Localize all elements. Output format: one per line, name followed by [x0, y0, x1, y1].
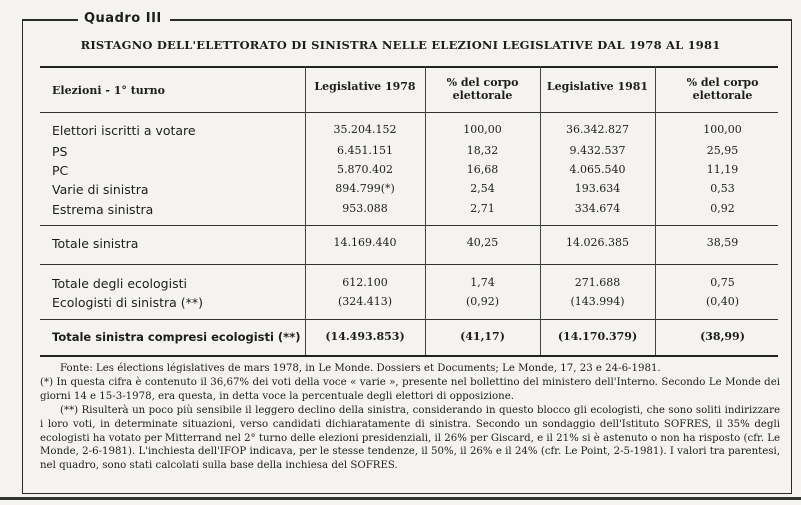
header-elezioni: Elezioni - 1° turno: [52, 84, 165, 97]
rule-table-bottom: [40, 355, 778, 357]
header-pct-1981-b: elettorale: [692, 89, 753, 102]
row-label: Varie di sinistra: [52, 182, 149, 197]
page-bottom-rule: [0, 497, 801, 500]
row-label: Ecologisti di sinistra (**): [52, 295, 204, 310]
rule-header-bottom: [40, 112, 778, 113]
header-pct-1978-a: % del corpo: [446, 76, 519, 89]
table-label: Quadro III: [84, 11, 162, 26]
row-label: PC: [52, 163, 69, 178]
cell-votes-1978: 953.088: [342, 202, 388, 215]
cell-pct-1981: 0,53: [710, 182, 735, 195]
cell-pct-1978: (41,17): [460, 330, 505, 343]
header-pct-1978-b: elettorale: [452, 89, 513, 102]
cell-pct-1978: 40,25: [466, 236, 499, 249]
cell-pct-1981: 0,92: [710, 202, 735, 215]
cell-pct-1981: (38,99): [700, 330, 745, 343]
cell-votes-1981: 14.026.385: [566, 236, 629, 249]
row-label: Totale sinistra compresi ecologisti (**): [52, 330, 301, 344]
table-title: RISTAGNO DELL'ELETTORATO DI SINISTRA NELLE ELEZIONI LEGISLATIVE DAL 1978 AL 1981: [80, 38, 721, 52]
cell-votes-1978: 612.100: [342, 276, 388, 289]
cell-pct-1978: 18,32: [466, 144, 499, 157]
row-label: Totale sinistra: [52, 236, 139, 251]
cell-votes-1981: (143.994): [570, 295, 625, 308]
cell-pct-1978: 2,71: [470, 202, 495, 215]
cell-pct-1981: 38,59: [706, 236, 739, 249]
header-legislative-1978: Legislative 1978: [314, 80, 416, 93]
cell-votes-1981: 193.634: [574, 182, 621, 195]
cell-pct-1978: 100,00: [463, 123, 502, 136]
rule-section-1: [40, 225, 778, 226]
cell-pct-1981: 0,75: [710, 276, 735, 289]
cell-votes-1978: 894.799(*): [335, 182, 395, 195]
row-label: Elettori iscritti a votare: [52, 123, 196, 138]
cell-pct-1978: (0,92): [465, 295, 500, 308]
row-label: Estrema sinistra: [52, 202, 154, 217]
header-legislative-1981: Legislative 1981: [546, 80, 649, 93]
cell-votes-1981: 4.065.540: [569, 163, 626, 176]
cell-votes-1981: (14.170.379): [557, 330, 638, 343]
footnotes: [40, 362, 780, 473]
cell-pct-1981: 100,00: [703, 123, 742, 136]
footnote-2: (**) Risulterà un poco più sensibile il leggero declino della sinistra, considerando in questo blocco gli ecologisti, che sono soliti indirizzare i loro voti, in determinate situazioni, verso candidati dichiaratamente di sinistra. Secondo un sondaggio dell'Istituto SOFRES, il 35% degli ecologisti ha votato per Mitterrand nel 2° turno delle elezioni presidenziali, il 26% per Giscard, e il 21% si è astenuto o non ha risposto (cfr. Le Monde, 2-6-1981). L'inchiesta dell'IFOP indicava, per le stesse tendenze, il 50%, il 26% e il 24% (cfr. Le Point, 2-5-1981). I valori tra parentesi, nel quadro, sono stati calcolati sulla base della inchiesa del SOFRES.: [40, 404, 780, 472]
rule-section-3: [40, 319, 778, 320]
cell-votes-1978: 5.870.402: [337, 163, 393, 176]
cell-votes-1978: 14.169.440: [333, 236, 397, 249]
cell-pct-1978: 2,54: [470, 182, 495, 195]
cell-votes-1981: 36.342.827: [566, 123, 629, 136]
cell-votes-1978: 6.451.151: [337, 144, 393, 157]
cell-pct-1981: 25,95: [706, 144, 739, 157]
footnote-1: (*) In questa cifra è contenuto il 36,67% dei voti della voce « varie », presente nel bollettino del ministero dell'Interno. Secondo Le Monde dei giorni 14 e 15-3-1978, era questa, in detta voce la percentuale degli elettori di opposizione.: [40, 376, 780, 402]
cell-votes-1981: 9.432.537: [569, 144, 626, 157]
cell-votes-1978: 35.204.152: [333, 123, 397, 136]
row-label: PS: [52, 144, 68, 159]
cell-pct-1978: 16,68: [466, 163, 499, 176]
source-note: Fonte: Les élections législatives de mars 1978, in Le Monde. Dossiers et Documents; Le Monde, 17, 23 e 24-6-1981.: [60, 363, 661, 374]
cell-votes-1981: 334.674: [574, 202, 621, 215]
rule-header-top: [40, 66, 778, 68]
header-pct-1981-a: % del corpo: [686, 76, 759, 89]
cell-pct-1978: 1,74: [470, 276, 495, 289]
cell-pct-1981: (0,40): [705, 295, 740, 308]
cell-votes-1981: 271.688: [574, 276, 621, 289]
rule-section-2: [40, 264, 778, 265]
cell-pct-1981: 11,19: [706, 163, 739, 176]
cell-votes-1978: (14.493.853): [325, 330, 405, 343]
row-label: Totale degli ecologisti: [52, 276, 187, 291]
cell-votes-1978: (324.413): [337, 295, 393, 308]
